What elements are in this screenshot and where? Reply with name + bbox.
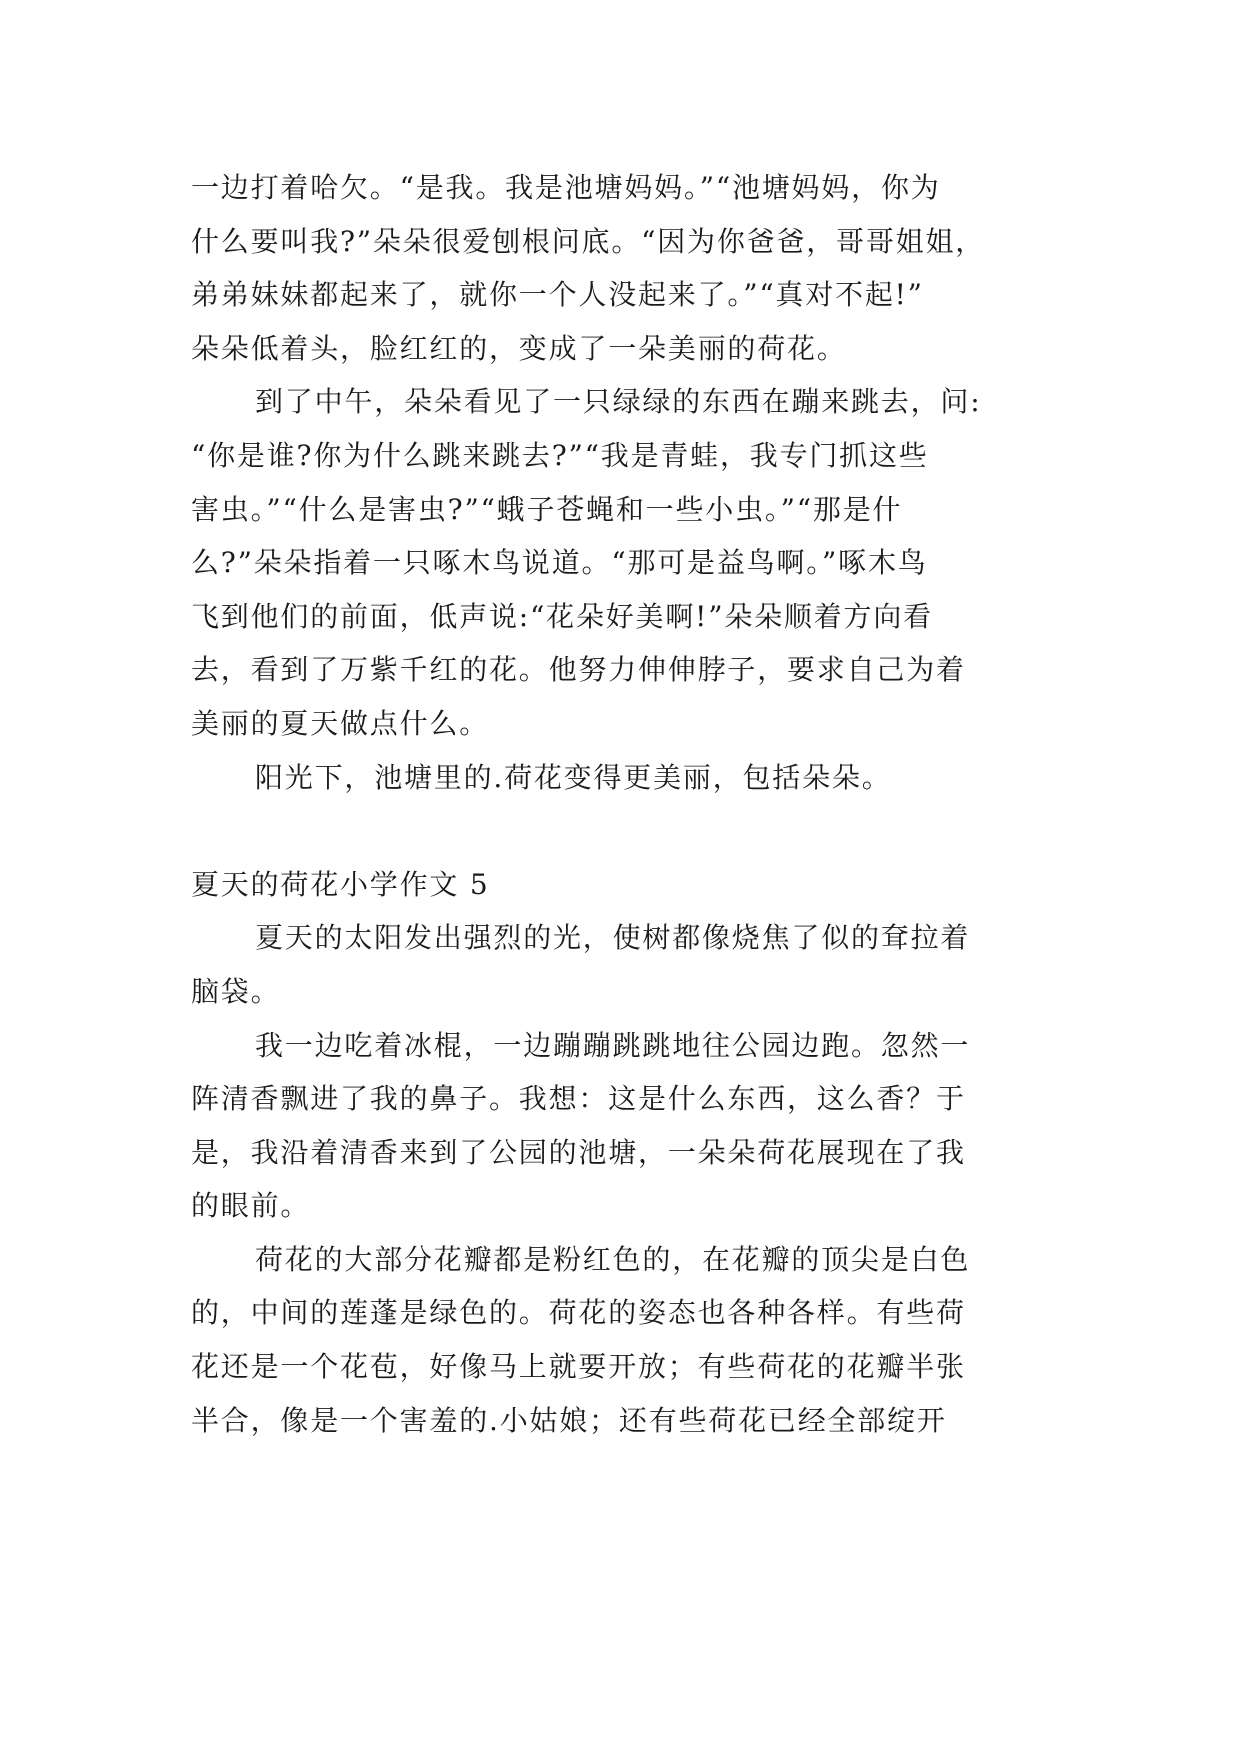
paragraph-start-line: 我一边吃着冰棍，一边蹦蹦跳跳地往公园边跑。忽然一: [255, 1028, 971, 1062]
text-line: 脑袋。: [191, 974, 281, 1008]
text-line: 半合，像是一个害羞的.小姑娘；还有些荷花已经全部绽开: [191, 1403, 947, 1437]
text-line: “你是谁?你为什么跳来跳去?”“我是青蛙，我专门抓这些: [191, 438, 929, 472]
paragraph-start-line: 阳光下，池塘里的.荷花变得更美丽，包括朵朵。: [255, 760, 892, 794]
text-line: 一边打着哈欠。“是我。我是池塘妈妈。”“池塘妈妈，你为: [191, 171, 941, 204]
section-gap: [191, 804, 1053, 858]
section-heading: 夏天的荷花小学作文 5: [191, 867, 490, 901]
document-body: [191, 161, 1053, 1447]
text-line: 花还是一个花苞，好像马上就要开放；有些荷花的花瓣半张: [191, 1350, 966, 1384]
text-line: 阵清香飘进了我的鼻子。我想：这是什么东西，这么香？于: [191, 1082, 966, 1116]
text-line: 朵朵低着头，脸红红的，变成了一朵美丽的荷花。: [191, 331, 847, 365]
text-line: 么?”朵朵指着一只啄木鸟说道。“那可是益鸟啊。”啄木鸟: [191, 546, 928, 580]
paragraph-start-line: 到了中午，朵朵看见了一只绿绿的东西在蹦来跳去，问:: [255, 385, 982, 419]
text-line: 飞到他们的前面，低声说:“花朵好美啊!”朵朵顺着方向看: [191, 599, 933, 633]
text-line: 去，看到了万紫千红的花。他努力伸伸脖子，要求自己为着: [191, 653, 966, 687]
paragraph-start-line: 荷花的大部分花瓣都是粉红色的，在花瓣的顶尖是白色: [255, 1242, 971, 1276]
text-line: 美丽的夏天做点什么。: [191, 706, 490, 740]
text-line: 的眼前。: [191, 1189, 311, 1223]
paragraph-start-line: 夏天的太阳发出强烈的光，使树都像烧焦了似的耷拉着: [255, 921, 971, 955]
text-line: 是，我沿着清香来到了公园的池塘，一朵朵荷花展现在了我: [191, 1135, 966, 1169]
text-line: 害虫。”“什么是害虫?”“蛾子苍蝇和一些小虫。”“那是什: [191, 492, 903, 526]
text-line: 的，中间的莲蓬是绿色的。荷花的姿态也各种各样。有些荷: [191, 1296, 966, 1330]
text-line: 什么要叫我?”朵朵很爱刨根问底。“因为你爸爸，哥哥姐姐，: [191, 224, 986, 258]
text-line: 弟弟妹妹都起来了，就你一个人没起来了。”“真对不起!”: [191, 278, 924, 312]
